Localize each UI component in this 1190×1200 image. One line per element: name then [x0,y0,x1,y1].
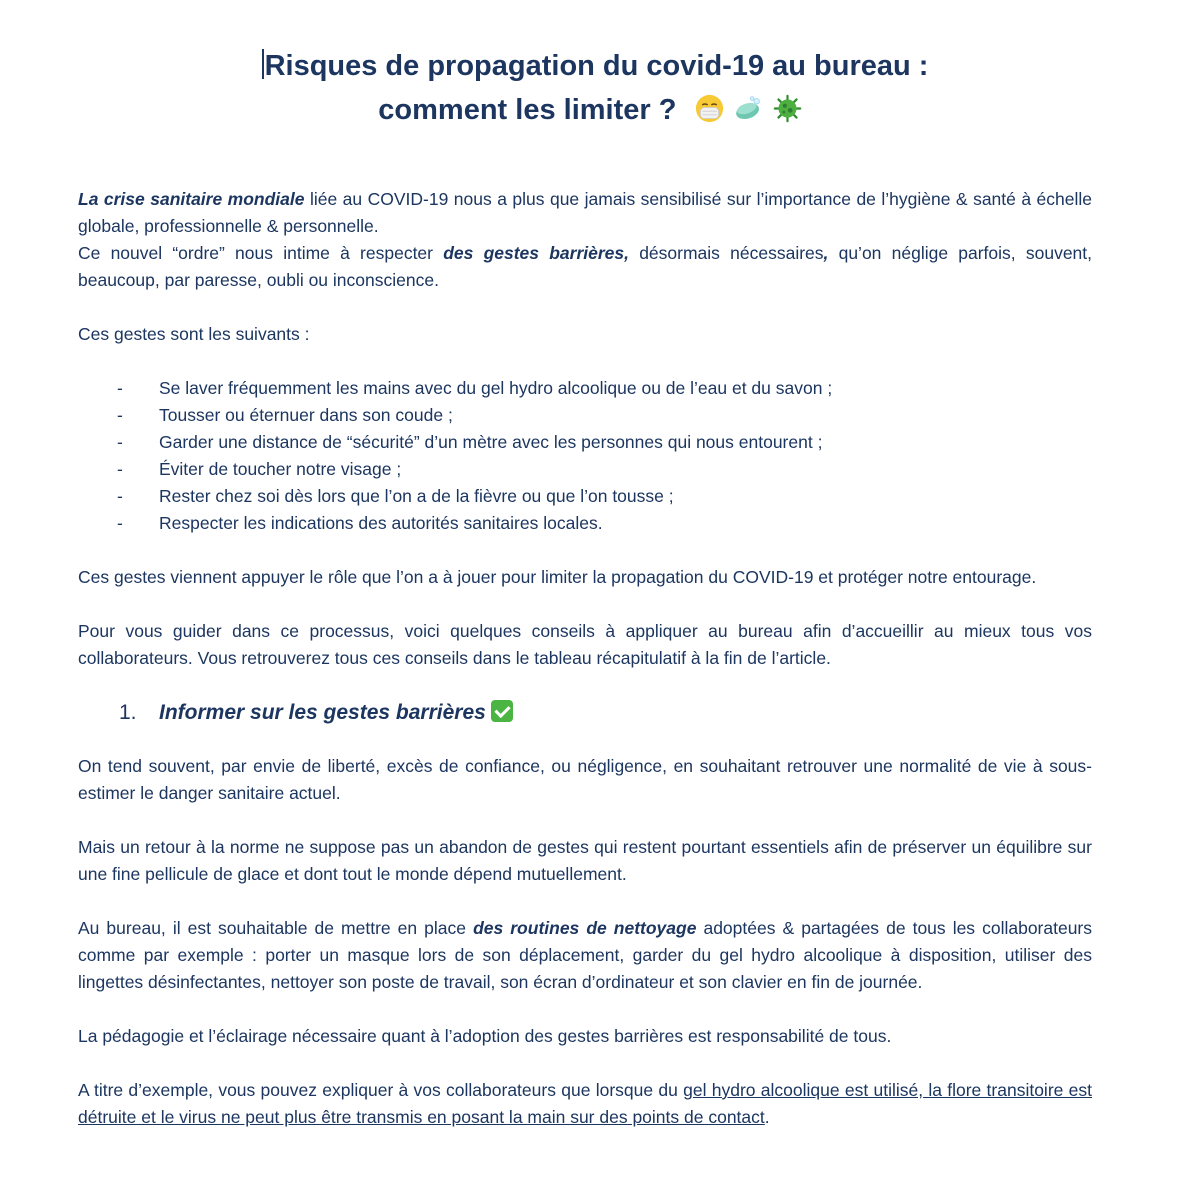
list-item: - Tousser ou éternuer dans son coude ; [78,402,1092,429]
check-mark-icon [491,700,513,722]
role-paragraph: Ces gestes viennent appuyer le rôle que l’on a à jouer pour limiter la propagation du COVID-19 et protéger notre entourage. [78,567,1037,587]
intro-text: liée au COVID-19 nous a plus que jamais sensibilisé sur l’importance de l’hygiène & santé à échelle globale, professionnelle & personnelle. [78,189,1092,236]
intro-paragraph-1 [78,186,1092,294]
document-body [78,186,1092,1131]
list-item: - Rester chez soi dès lors que l’on a de la fièvre ou que l’on tousse ; [78,483,1092,510]
s1p5-end: . [764,1107,770,1127]
soap-icon [734,94,763,123]
s1p3-a: Au bureau, il est souhaitable de mettre en place [78,918,474,938]
intro-p2-comma: , [823,243,829,263]
document-title [0,44,1190,132]
intro-p2-emphasis: des gestes barrières, [443,243,629,263]
guide-paragraph: Pour vous guider dans ce processus, voici quelques conseils à appliquer au bureau afin d’accueillir au mieux tous vos collaborateurs. Vous retrouverez tous ces conseils dans le tableau récapitulatif à la fin de l’article. [78,621,1092,668]
list-item: - Respecter les indications des autorités sanitaires locales. [78,510,1092,537]
gestures-lead: Ces gestes sont les suivants : [78,324,310,344]
list-item: - Se laver fréquemment les mains avec du gel hydro alcoolique ou de l’eau et du savon ; [78,375,1092,402]
s1p5-a: A titre d’exemple, vous pouvez expliquer à vos collaborateurs que lorsque du [78,1080,684,1100]
section-1-paragraph-4: La pédagogie et l’éclairage nécessaire quant à l’adoption des gestes barrières est responsabilité de tous. [78,1026,892,1046]
intro-p2-b: désormais nécessaires [629,243,824,263]
intro-p2-c: qu’on néglige parfois, souvent, beaucoup, par paresse, oubli ou inconscience. [78,243,1093,290]
gestures-list [78,375,1092,537]
s1p3-b: adoptées & partagées de tous les collaborateurs comme par exemple : porter un masque lors de son déplacement, garder du gel hydro alcoolique à disposition, utiliser des lingettes désinfectantes, nettoyer son poste de travail, son écran d’ordinateur et son clavier en fin de journée. [78,918,1093,992]
s1p3-emphasis: des routines de nettoyage [473,918,697,938]
face-with-mask-icon [695,94,724,123]
title-line-2: comment les limiter ? [378,94,677,126]
section-1-title: Informer sur les gestes barrières [159,701,486,724]
list-item: - Garder une distance de “sécurité” d’un mètre avec les personnes qui nous entourent ; [78,429,1092,456]
title-line-2-wrap [0,88,1190,132]
microbe-icon [773,94,802,123]
section-1-paragraph-3 [78,915,1092,996]
section-1-number: 1. [119,701,137,724]
list-item: - Éviter de toucher notre visage ; [78,456,1092,483]
section-1-heading [78,699,1092,726]
intro-emphasis: La crise sanitaire mondiale [78,189,305,209]
section-1-paragraph-1: On tend souvent, par envie de liberté, excès de confiance, ou négligence, en souhaitant retrouver une normalité de vie à sous-estimer le danger sanitaire actuel. [78,756,1092,803]
s1p5-underlined-text[interactable]: gel hydro alcoolique est utilisé, la flore transitoire est détruite et le virus ne peut plus être transmis en posant la main sur des points de contact [78,1080,1092,1127]
section-1-paragraph-2: Mais un retour à la norme ne suppose pas un abandon de gestes qui restent pourtant essentiels afin de préserver un équilibre sur une fine pellicule de glace et dont tout le monde dépend mutuellement. [78,837,1092,884]
intro-p2-a: Ce nouvel “ordre” nous intime à respecter [78,243,444,263]
title-line-1: Risques de propagation du covid-19 au bureau : [264,50,929,82]
section-1-paragraph-5 [78,1077,1092,1131]
text-cursor [262,49,264,79]
